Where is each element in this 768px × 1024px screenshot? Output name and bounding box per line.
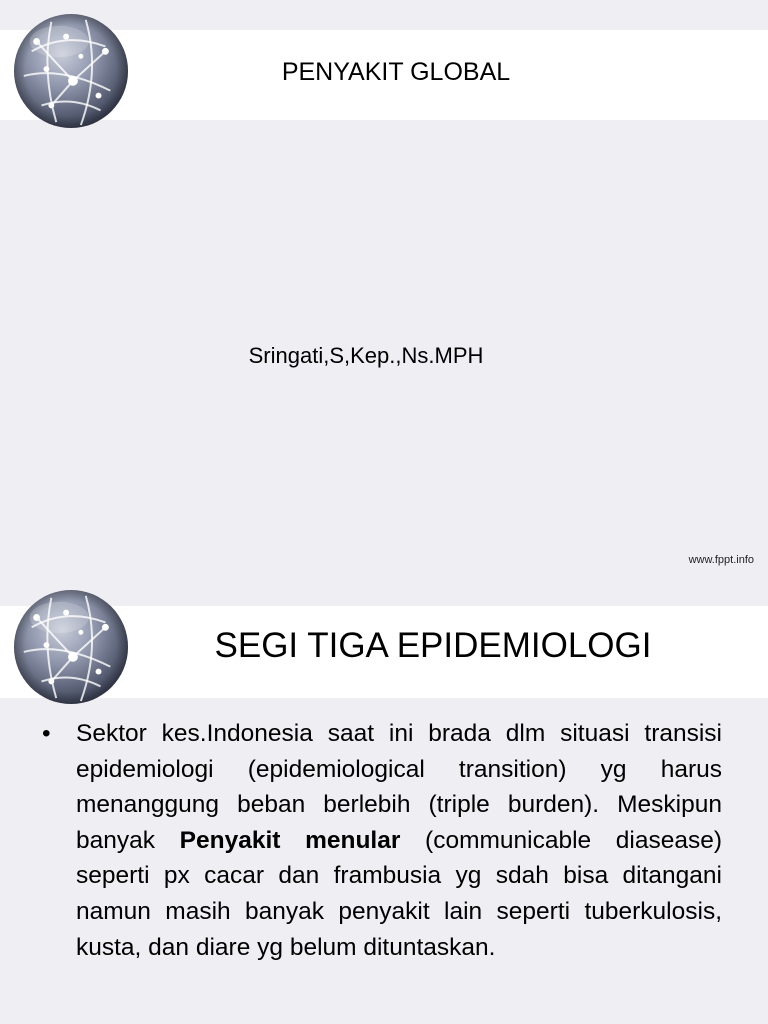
- body-text-bold: Penyakit menular: [179, 826, 401, 854]
- body-text-part1: Sektor kes.Indonesia saat ini brada dlm situasi transisi epidemiologi (epidemiological transition) yg harus menanggung beban berlebih (triple burden). Meskipun banyak: [76, 720, 722, 854]
- slide-title: PENYAKIT GLOBAL: [281, 58, 511, 86]
- body-text-part2: (communicable diasease) seperti px cacar dan frambusia yg sdah bisa ditangani namun masih banyak penyakit lain seperti tuberkulosis, kusta, dan diare yg belum dituntaskan.: [76, 826, 723, 961]
- slide-title: SEGI TIGA EPIDEMIOLOGI: [214, 626, 652, 665]
- bullet-list: [30, 716, 724, 965]
- list-item: [30, 716, 724, 965]
- slide-2: [0, 576, 768, 1024]
- bullet-text: [76, 716, 722, 965]
- source-credit: www.fppt.info: [688, 554, 754, 566]
- globe-network-icon: [12, 12, 130, 130]
- globe-network-icon: [12, 588, 130, 706]
- bullet-marker: •: [42, 720, 51, 747]
- author-name: Sringati,S,Kep.,Ns.MPH: [248, 343, 484, 368]
